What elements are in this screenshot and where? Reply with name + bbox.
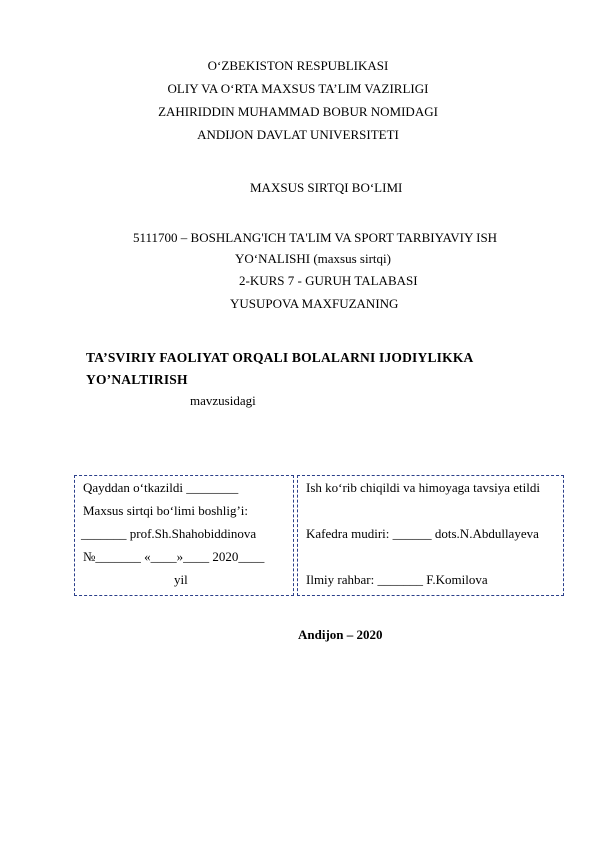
registration-year-word: yil [174, 572, 188, 587]
approval-recommendation: Ish ko‘rib chiqildi va himoyaga tavsiya etildi [306, 480, 540, 495]
approval-box [297, 475, 564, 596]
topic-line-1: TA’SVIRIY FAOLIYAT ORQALI BOLALARNI IJODIYLIKKA [86, 350, 474, 365]
header-republic: O‘ZBEKISTON RESPUBLIKASI [207, 58, 389, 73]
registration-line: Qayddan o‘tkazildi ________ [83, 480, 239, 495]
topic-line-2: YO’NALTIRISH [86, 372, 188, 387]
header-ministry: OLIY VA O‘RTA MAXSUS TA’LIM VAZIRLIGI [167, 81, 429, 96]
department-head-signature: _______ prof.Sh.Shahobiddinova [81, 526, 257, 541]
topic-suffix: mavzusidagi [190, 393, 256, 408]
header-university: ANDIJON DAVLAT UNIVERSITETI [197, 127, 399, 142]
registration-number-date: №_______ «____»____ 2020____ [83, 549, 265, 564]
direction-line-2: YO‘NALISHI (maxsus sirtqi) [235, 251, 391, 266]
department-name: MAXSUS SIRTQI BO‘LIMI [250, 180, 403, 195]
header-named-after: ZAHIRIDDIN MUHAMMAD BOBUR NOMIDAGI [158, 104, 438, 119]
student-course: 2-KURS 7 - GURUH TALABASI [239, 273, 418, 288]
registration-box [74, 475, 294, 596]
direction-line-1: 5111700 – BOSHLANG'ICH TA'LIM VA SPORT TARBIYAVIY ISH [133, 230, 498, 245]
chair-head-signature: Kafedra mudiri: ______ dots.N.Abdullayeva [306, 526, 539, 541]
student-name: YUSUPOVA MAXFUZANING [230, 296, 399, 311]
supervisor-signature: Ilmiy rahbar: _______ F.Komilova [306, 572, 488, 587]
city-year-footer: Andijon – 2020 [298, 627, 383, 642]
department-head-label: Maxsus sirtqi bo‘limi boshlig’i: [83, 503, 249, 518]
